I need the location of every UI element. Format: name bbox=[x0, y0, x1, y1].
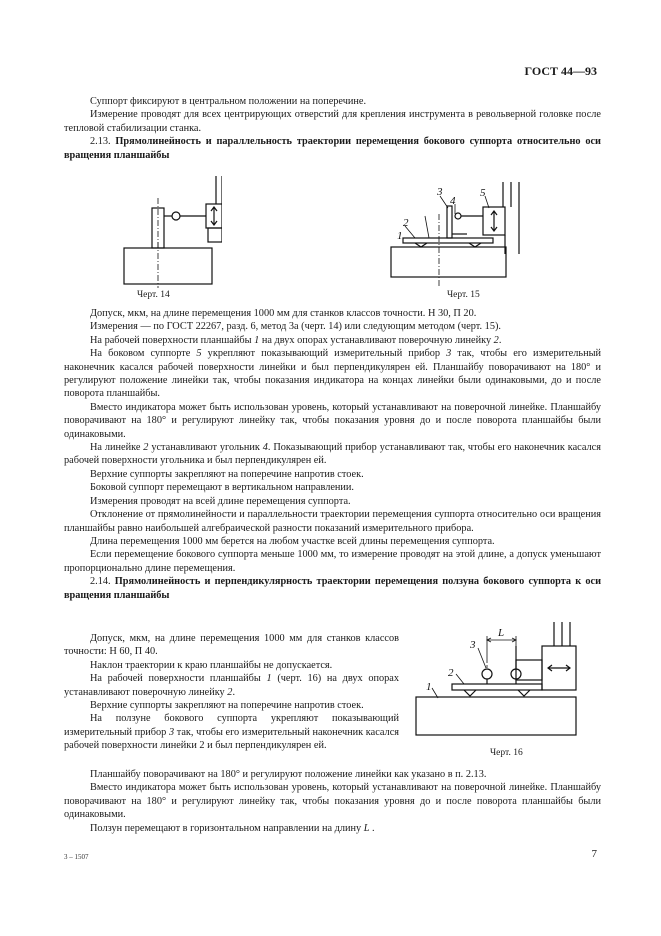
paragraph: Планшайбу поворачивают на 180° и регулируют положение линейки как указано в п. 2.13. bbox=[90, 769, 487, 780]
intro-text bbox=[64, 95, 601, 162]
fig15-label-4: 4 bbox=[450, 195, 456, 207]
section-2-13-body bbox=[64, 307, 601, 602]
fig15-label-3: 3 bbox=[437, 186, 443, 198]
paragraph: На ползуне бокового суппорта укрепляют показывающий измерительный прибор 3 так, чтобы его измерительный наконечник касался рабочей поверхности линейки 2 и был перпендикулярен ей. bbox=[64, 713, 399, 752]
figure-14-drawing bbox=[118, 176, 222, 288]
paragraph: Отклонение от прямолинейности и параллельности траектории перемещения суппорта относительно оси вращения планшайбы равно наибольшей алгебраической разности показаний измерительного прибора. bbox=[64, 509, 601, 534]
figure-15-drawing bbox=[385, 182, 540, 287]
paragraph: На боковом суппорте 5 укрепляют показывающий измерительный прибор 3 так, чтобы его измерительный наконечник касался рабочей поверхности линейки и был перпендикулярен ей. Планшайбу поворачивают на 180° и регулируют положение линейки так, чтобы показания индикатора на концах линейки были одинаковыми, до и после поворота планшайбы. bbox=[64, 348, 602, 400]
fig16-label-l: L bbox=[498, 627, 505, 639]
section-2-14-body bbox=[64, 768, 601, 835]
fig16-label-1: 1 bbox=[426, 681, 432, 693]
paragraph: Длина перемещения 1000 мм берется на любом участке всей длины перемещения суппорта. bbox=[90, 535, 495, 547]
paragraph: Если перемещение бокового суппорта меньше 1000 мм, то измерение проводят на этой длине, а допуск уменьшают пропорционально длине перемещения. bbox=[64, 549, 601, 574]
paragraph: На рабочей поверхности планшайбы 1 на двух опорах устанавливают поверочную линейку 2. bbox=[90, 334, 502, 346]
fig16-label-3: 3 bbox=[470, 639, 476, 651]
page-number: 7 bbox=[591, 848, 597, 860]
fig15-label-5: 5 bbox=[480, 187, 486, 199]
figure-16-caption: Черт. 16 bbox=[490, 748, 523, 758]
figure-16-drawing bbox=[412, 622, 598, 738]
paragraph: Допуск, мкм, на длине перемещения 1000 мм для станков классов точности. Н 30, П 20. bbox=[90, 308, 477, 319]
paragraph: Наклон траектории к краю планшайбы не допускается. bbox=[90, 659, 333, 671]
paragraph: Допуск, мкм, на длине перемещения 1000 мм для станков классов точности: Н 60, П 40. bbox=[64, 633, 399, 658]
fig15-label-1: 1 bbox=[397, 230, 403, 242]
paragraph: На линейке 2 устанавливают угольник 4. Показывающий прибор устанавливают так, чтобы его наконечник касался рабочей поверхности угольника и был перпендикулярен ей. bbox=[64, 442, 601, 467]
section-2-14-heading: 2.14. Прямолинейность и перпендикулярность траектории перемещения ползуна бокового суппорта к оси вращения планшайбы bbox=[64, 576, 602, 601]
section-2-14-wrapped-text bbox=[64, 632, 399, 753]
paragraph: Вместо индикатора может быть использован уровень, который устанавливают на поверочной линейке. Планшайбу поворачивают на 180° и регулируют линейку так, чтобы показания уровня до и после поворота планшайбы были одинаковыми. bbox=[64, 401, 601, 440]
paragraph: На рабочей поверхности планшайбы 1 (черт. 16) на двух опорах устанавливают поверочную линейку 2. bbox=[64, 673, 400, 698]
paragraph: Измерения — по ГОСТ 22267, разд. 6, метод 3а (черт. 14) или следующим методом (черт. 15). bbox=[90, 321, 501, 333]
print-mark: 3 – 1507 bbox=[64, 853, 89, 861]
fig16-label-2: 2 bbox=[448, 667, 454, 679]
paragraph: Измерение проводят для всех центрирующих отверстий для крепления инструмента в револьверной головке после тепловой стабилизации станка. bbox=[64, 109, 601, 134]
figure-14-caption: Черт. 14 bbox=[137, 290, 170, 300]
paragraph: Верхние суппорты закрепляют на поперечине напротив стоек. bbox=[90, 700, 364, 712]
paragraph: Суппорт фиксируют в центральном положении на поперечине. bbox=[90, 96, 367, 107]
paragraph: Боковой суппорт перемещают в вертикальном направлении. bbox=[90, 482, 355, 494]
paragraph: Измерения проводят на всей длине перемещения суппорта. bbox=[90, 495, 351, 507]
paragraph: Верхние суппорты закрепляют на поперечине напротив стоек. bbox=[90, 468, 364, 480]
paragraph: Ползун перемещают в горизонтальном направлении на длину L . bbox=[90, 822, 375, 834]
document-code: ГОСТ 44—93 bbox=[524, 64, 597, 78]
figure-15-caption: Черт. 15 bbox=[447, 290, 480, 300]
section-2-13-heading: 2.13. Прямолинейность и параллельность траектории перемещения бокового суппорта относительно оси вращения планшайбы bbox=[64, 136, 601, 161]
paragraph: Вместо индикатора может быть использован уровень, который устанавливают на поверочной линейке. Планшайбу поворачивают на 180° и регулируют линейку так, чтобы показания уровня до и после поворота планшайбы были одинаковыми. bbox=[64, 782, 601, 821]
fig15-label-2: 2 bbox=[403, 217, 409, 229]
